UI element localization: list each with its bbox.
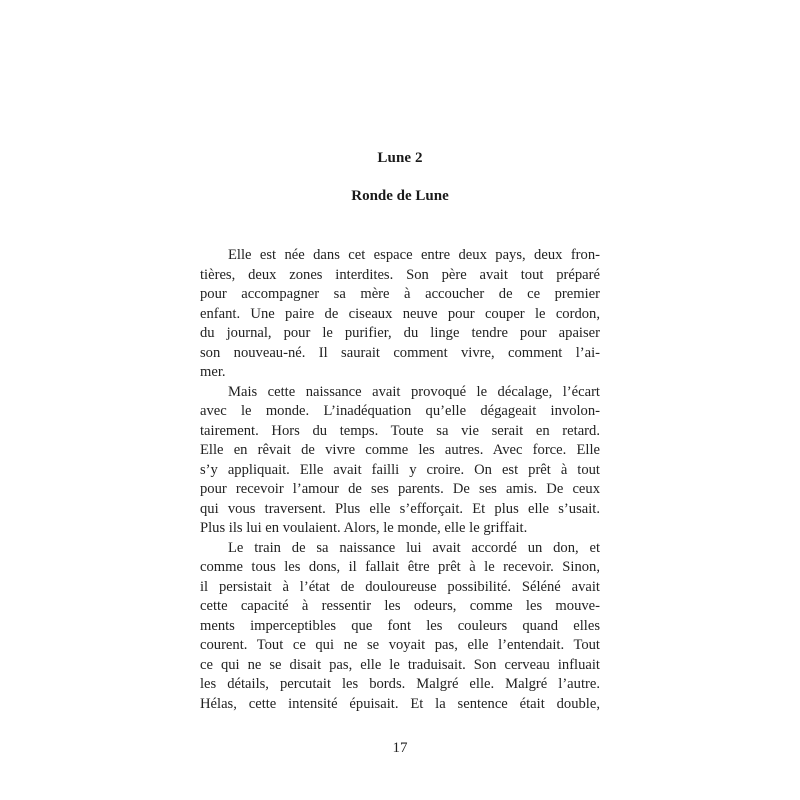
text-line: pour recevoir l’amour de ses parents. De ses amis. De ceux — [200, 481, 600, 497]
text-line: Mais cette naissance avait provoqué le décalage, l’écart — [228, 383, 600, 400]
text-line: mer. — [200, 364, 226, 380]
text-line: Hélas, cette intensité épuisait. Et la sentence était double, — [200, 695, 600, 712]
chapter-title: Ronde de Lune — [351, 188, 449, 204]
text-line: Le train de sa naissance lui avait accordé un don, et — [228, 539, 600, 556]
text-line: pour accompagner sa mère à accoucher de ce premier — [200, 286, 600, 302]
text-line: comme tous les dons, il fallait être prêt à le recevoir. Sinon, — [200, 559, 600, 575]
text-line: Elle est née dans cet espace entre deux pays, deux fron- — [228, 247, 600, 263]
text-line: il persistait à l’état de douloureuse possibilité. Séléné avait — [200, 578, 600, 595]
text-line: ce qui ne se disait pas, elle le traduisait. Son cerveau influait — [200, 656, 600, 673]
text-line: s’y appliquait. Elle avait failli y croire. On est prêt à tout — [200, 461, 600, 478]
chapter-label: Lune 2 — [377, 150, 423, 166]
body-text — [200, 246, 600, 714]
text-line: qui vous traversent. Plus elle s’efforçait. Et plus elle s’usait. — [200, 500, 600, 517]
text-line: du journal, pour le purifier, du linge tendre pour apaiser — [200, 325, 600, 341]
text-line: tairement. Hors du temps. Toute sa vie serait en retard. — [200, 422, 600, 439]
text-line: Plus ils lui en voulaient. Alors, le monde, elle le griffait. — [200, 520, 528, 536]
text-line: enfant. Une paire de ciseaux neuve pour couper le cordon, — [200, 305, 600, 322]
text-line: avec le monde. L’inadéquation qu’elle dégageait involon- — [200, 403, 600, 419]
text-line: courent. Tout ce qui ne se voyait pas, elle l’entendait. Tout — [200, 637, 600, 653]
text-line: Elle en rêvait de vivre comme les autres. Avec force. Elle — [200, 442, 600, 458]
text-line: cette capacité à ressentir les odeurs, comme les mouve- — [200, 598, 600, 614]
text-line: son nouveau-né. Il saurait comment vivre, comment l’ai- — [200, 344, 600, 361]
page-number: 17 — [392, 740, 408, 756]
text-line: les détails, percutait les bords. Malgré elle. Malgré l’autre. — [200, 676, 600, 692]
text-line: ments imperceptibles que font les couleurs quand elles — [200, 617, 600, 634]
text-line: tières, deux zones interdites. Son père avait tout préparé — [200, 266, 600, 283]
